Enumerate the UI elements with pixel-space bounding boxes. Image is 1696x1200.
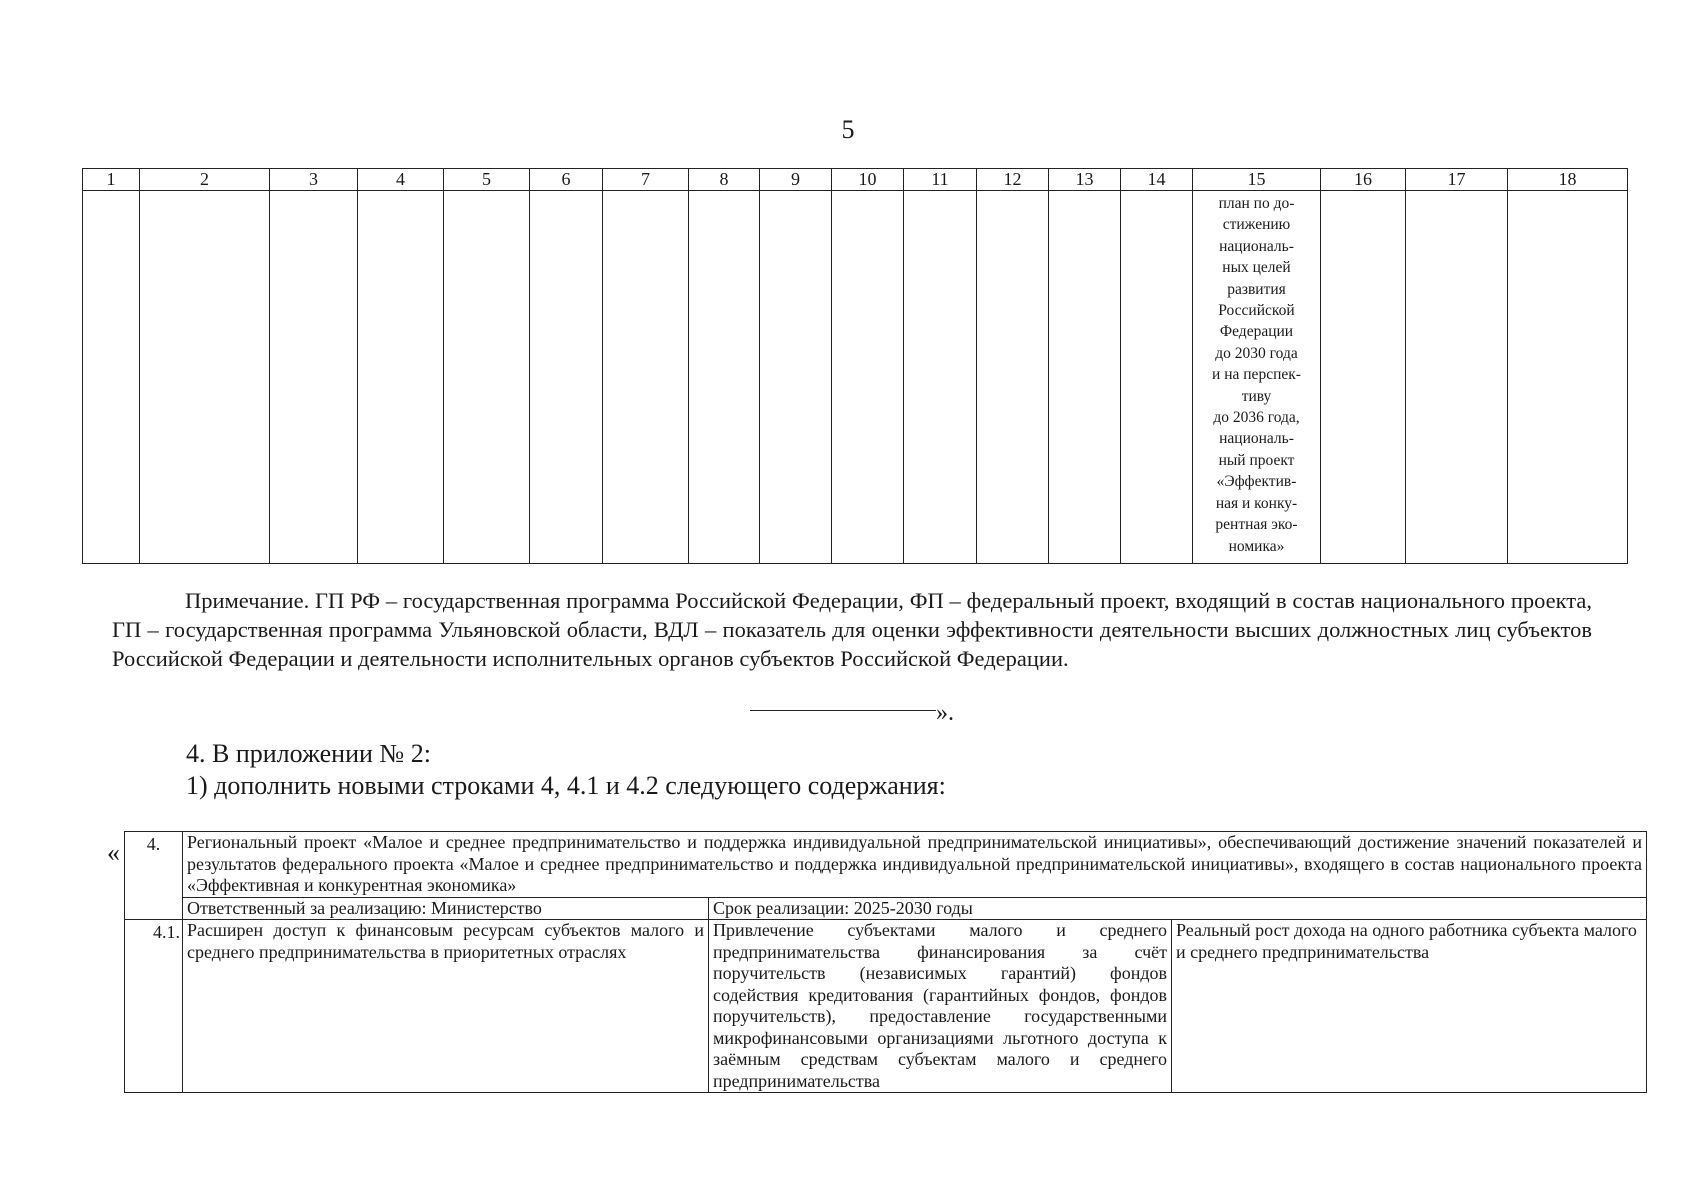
appendix-table (124, 831, 1647, 1093)
table-cell (1121, 191, 1193, 564)
row-number: 4. (125, 832, 183, 920)
page-number: 5 (841, 115, 855, 144)
note-paragraph: Примечание. ГП РФ – государственная программа Российской Федерации, ФП – федеральный проект, входящий в состав национального проекта, ГП – государственная программа Ульяновской области, ВДЛ – показатель для оценки эффективности деятельности высших должностных лиц субъектов Российской Федерации и деятельности исполнительных органов субъектов Российской Федерации. (112, 588, 1592, 671)
column-header: 1 (83, 169, 140, 191)
row-number: 4.1. (125, 920, 183, 1093)
table-cell (1049, 191, 1121, 564)
table-cell (977, 191, 1049, 564)
table-cell (444, 191, 530, 564)
table-row (125, 897, 1647, 920)
amendment-list (186, 738, 946, 802)
column-header: 5 (444, 169, 530, 191)
table-cell (832, 191, 904, 564)
column-header: 3 (270, 169, 358, 191)
column-header: 6 (530, 169, 603, 191)
table-cell (1406, 191, 1508, 564)
table-cell (603, 191, 689, 564)
table-cell (358, 191, 444, 564)
table-cell (1321, 191, 1406, 564)
column-header: 12 (977, 169, 1049, 191)
table-cell (689, 191, 760, 564)
column-header: 4 (358, 169, 444, 191)
column-header: 13 (1049, 169, 1121, 191)
period-cell: Срок реализации: 2025-2030 годы (709, 897, 1647, 920)
indicators-table (82, 168, 1628, 564)
column-header: 10 (832, 169, 904, 191)
column-header: 18 (1508, 169, 1628, 191)
indicator-cell: Реальный рост дохода на одного работника субъекта малого и среднего предпринимательства (1172, 920, 1647, 1093)
table-cell (1508, 191, 1628, 564)
table-cell (270, 191, 358, 564)
column-header: 8 (689, 169, 760, 191)
table-row (83, 191, 1628, 564)
amendment-subitem-1: 1) дополнить новыми строками 4, 4.1 и 4.2 следующего содержания: (186, 771, 946, 800)
closing-quote: ». (936, 700, 954, 726)
responsible-cell: Ответственный за реализацию: Министерство (183, 897, 709, 920)
column-header: 16 (1321, 169, 1406, 191)
column-header: 2 (140, 169, 270, 191)
table-row (125, 832, 1647, 898)
amendment-item-4: 4. В приложении № 2: (186, 739, 431, 768)
column-header: 14 (1121, 169, 1193, 191)
table-cell (904, 191, 977, 564)
table-row (125, 920, 1647, 1093)
table-cell (83, 191, 140, 564)
table-cell (530, 191, 603, 564)
task-cell: Расширен доступ к финансовым ресурсам субъектов малого и среднего предпринимательства в приоритетных отраслях (183, 920, 709, 1093)
column-header: 9 (760, 169, 832, 191)
column-header: 15 (1193, 169, 1321, 191)
opening-quote: « (107, 838, 120, 867)
table-cell (140, 191, 270, 564)
signature-line (750, 710, 936, 711)
result-cell: Привлечение субъектами малого и среднего предпринимательства финансирования за счёт поручительств (независимых гарантий) фондов содействия кредитования (гарантийных фондов, фондов поручительств), предоставление государственными микрофинансовыми организациями льготного доступа к заёмным средствам субъектам малого и среднего предпринимательства (709, 920, 1172, 1093)
table-cell (760, 191, 832, 564)
column-header: 7 (603, 169, 689, 191)
regional-project-cell: Региональный проект «Малое и среднее предпринимательство и поддержка индивидуальной предпринимательской инициативы», обеспечивающий достижение значений показателей и результатов федерального проекта «Малое и среднее предпринимательство и поддержка индивидуальной предпринимательской инициативы», входящего в состав национального проекта «Эффективная и конкурентная экономика» (183, 832, 1647, 898)
column-header: 11 (904, 169, 977, 191)
column-15-cell: план по до- стижению националь- ных целей развития Российской Федерации до 2030 года и на перспек- тиву до 2036 года, националь- ный проект «Эффектив- ная и конку- рентная эко- номика» (1193, 191, 1321, 564)
column-header: 17 (1406, 169, 1508, 191)
table-header-row (83, 169, 1628, 191)
